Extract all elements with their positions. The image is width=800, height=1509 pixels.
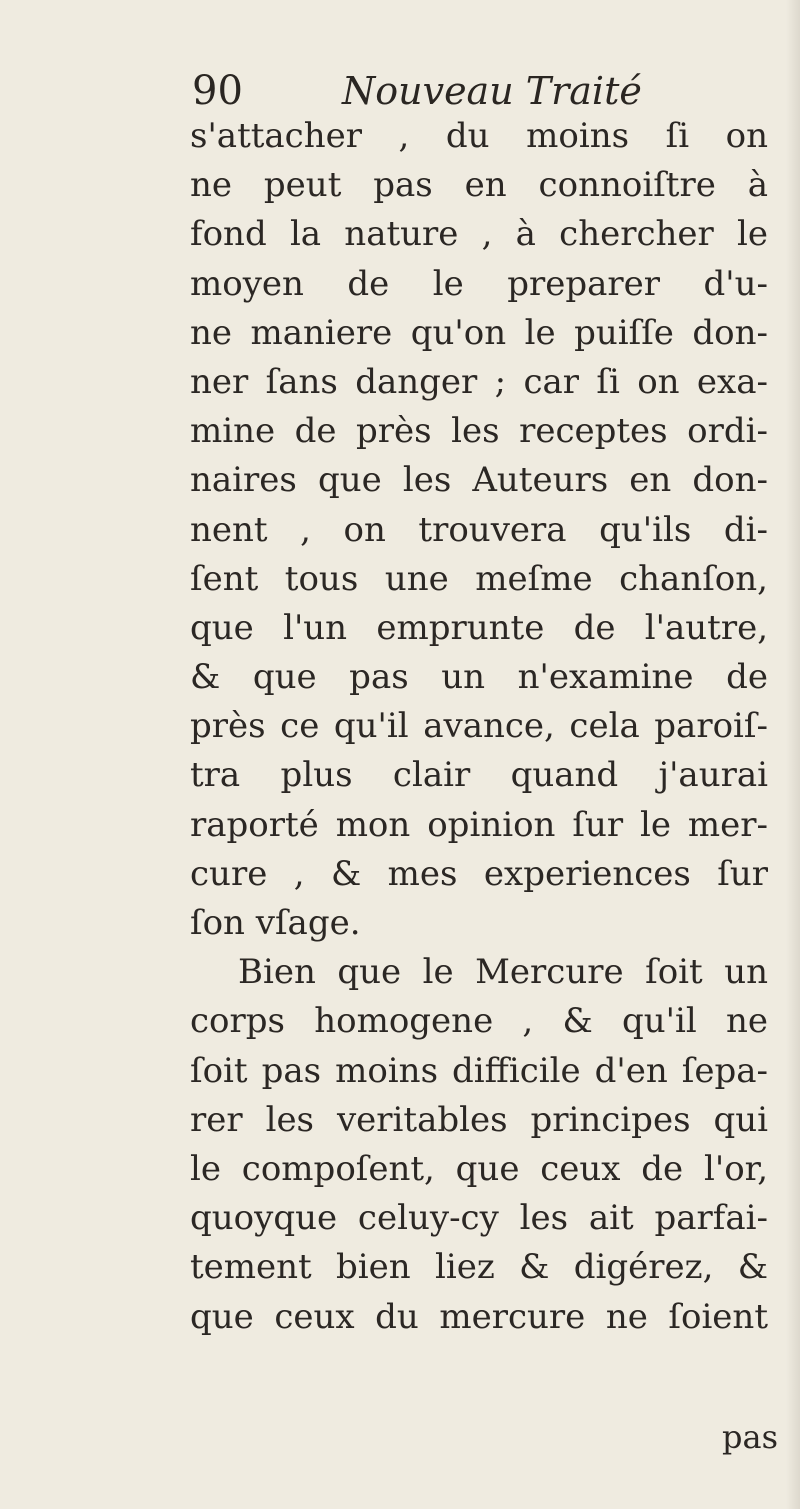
text-line: mine de près les receptes ordi- [190, 411, 768, 452]
text-line: que ceux du mercure ne ſoient [190, 1296, 768, 1337]
text-line: ner ſans danger ; car ſi on exa- [190, 361, 768, 402]
page-number: 90 [192, 68, 243, 114]
text-line: nent , on trouvera qu'ils di- [190, 509, 768, 550]
text-line: rer les veritables principes qui [190, 1099, 768, 1140]
page-header [192, 66, 752, 116]
text-line: fond la nature , à chercher le [190, 214, 768, 255]
paragraph-end-line: ſon vſage. [190, 903, 361, 943]
body-text [190, 112, 768, 1342]
text-line: ſent tous une meſme chanſon, [190, 558, 768, 599]
text-line: près ce qu'il avance, cela paroiſ- [190, 706, 768, 747]
text-line: cure , & mes experiences ſur [190, 853, 768, 894]
text-line: naires que les Auteurs en don- [190, 460, 768, 501]
text-line: le compoſent, que ceux de l'or, [190, 1148, 768, 1189]
text-line: & que pas un n'examine de [190, 657, 768, 698]
text-line: s'attacher , du moins ſi on [190, 116, 768, 156]
catchword: pas [722, 1418, 778, 1456]
text-line: quoyque celuy-cy les ait parfai- [190, 1198, 768, 1239]
text-line: ſoit pas moins difficile d'en ſepa- [190, 1050, 768, 1091]
text-line: ne peut pas en connoiſtre à [190, 165, 768, 206]
text-line: tra plus clair quand j'aurai [190, 755, 768, 796]
text-line: raporté mon opinion ſur le mer- [190, 804, 768, 845]
running-title: Nouveau Traité [342, 69, 642, 113]
paragraph-start-line: Bien que le Mercure ſoit un [238, 952, 768, 993]
text-line: que l'un emprunte de l'autre, [190, 607, 768, 648]
text-line: tement bien liez & digérez, & [190, 1247, 768, 1288]
page-edge-shadow [786, 0, 800, 1509]
text-line: corps homogene , & qu'il ne [190, 1001, 768, 1042]
text-line: ne maniere qu'on le puiſſe don- [190, 312, 768, 353]
text-line: moyen de le preparer d'u- [190, 263, 768, 304]
